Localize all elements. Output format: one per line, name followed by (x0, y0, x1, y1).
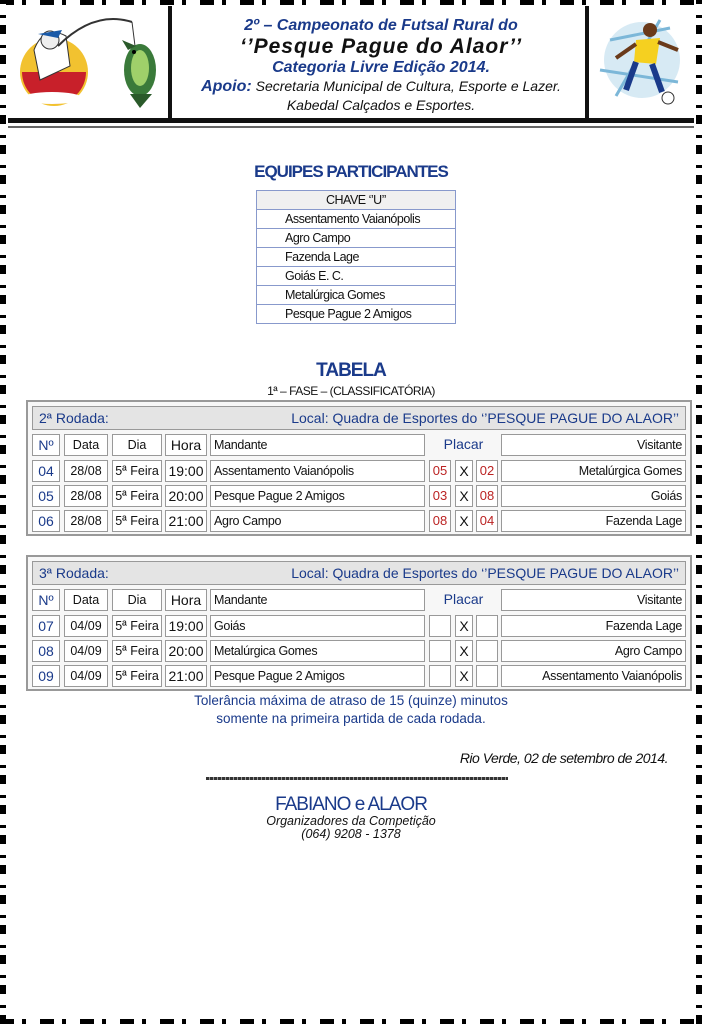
col-hora: Hora (165, 589, 207, 611)
col-mandante: Mandante (210, 589, 425, 611)
sponsor-line (176, 77, 586, 96)
round-local: Local: Quadra de Esportes do ‘’PESQUE PAGUE DO ALAOR’’ (291, 410, 679, 426)
team-item: Fazenda Lage (257, 248, 456, 267)
home-team: Agro Campo (210, 510, 425, 532)
teams-title: EQUIPES PARTICIPANTES (254, 162, 448, 181)
signature-line (206, 777, 508, 780)
game-number: 06 (32, 510, 60, 532)
game-date: 28/08 (64, 485, 108, 507)
col-visitante: Visitante (501, 434, 686, 456)
team-item: Agro Campo (257, 229, 456, 248)
col-hora: Hora (165, 434, 207, 456)
home-score (429, 615, 451, 637)
header-rule-thin (8, 126, 694, 128)
date-line: Rio Verde, 02 de setembro de 2014. (459, 750, 668, 766)
group-label: CHAVE ‘’U’’ (257, 191, 456, 210)
championship-name: ‘’Pesque Pague do Alaor’’ (239, 35, 523, 58)
away-team: Agro Campo (501, 640, 686, 662)
home-team: Metalúrgica Gomes (210, 640, 425, 662)
game-day: 5ª Feira (112, 485, 162, 507)
game-time: 20:00 (165, 485, 207, 507)
col-dia: Dia (112, 589, 162, 611)
fisherman-logo-icon (14, 10, 164, 110)
game-day: 5ª Feira (112, 460, 162, 482)
round-block (26, 400, 692, 536)
game-day: 5ª Feira (112, 615, 162, 637)
away-score: 04 (476, 510, 498, 532)
game-day: 5ª Feira (112, 665, 162, 687)
column-header-row (32, 434, 686, 456)
team-item: Metalúrgica Gomes (257, 286, 456, 305)
away-score (476, 665, 498, 687)
away-team: Fazenda Lage (501, 510, 686, 532)
game-row (32, 510, 686, 532)
col-n: Nº (32, 589, 60, 611)
away-team: Metalúrgica Gomes (501, 460, 686, 482)
fish-icon (122, 40, 156, 108)
table-title: TABELA (316, 360, 386, 381)
sponsor-line-2: Kabedal Calçados e Esportes. (286, 97, 476, 113)
away-score (476, 640, 498, 662)
game-day: 5ª Feira (112, 640, 162, 662)
game-number: 09 (32, 665, 60, 687)
home-team: Goiás (210, 615, 425, 637)
versus: X (455, 510, 473, 532)
away-team: Assentamento Vaianópolis (501, 665, 686, 687)
home-score: 08 (429, 510, 451, 532)
game-number: 07 (32, 615, 60, 637)
away-team: Goiás (501, 485, 686, 507)
header-text (176, 16, 586, 114)
championship-line: 2º – Campeonato de Futsal Rural do (244, 17, 518, 34)
versus: X (455, 640, 473, 662)
away-score (476, 615, 498, 637)
game-row (32, 485, 686, 507)
home-team: Pesque Pague 2 Amigos (210, 665, 425, 687)
team-item: Assentamento Vaianópolis (257, 210, 456, 229)
round-label: 2ª Rodada: (39, 410, 109, 426)
col-data: Data (64, 589, 108, 611)
organizer-phone: (064) 9208 - 1378 (301, 827, 401, 841)
organizer-role: Organizadores da Competição (266, 814, 436, 828)
col-data: Data (64, 434, 108, 456)
soccer-player-icon (590, 10, 688, 110)
game-date: 04/09 (64, 640, 108, 662)
round-label: 3ª Rodada: (39, 565, 109, 581)
game-row (32, 665, 686, 687)
page-border-bottom (0, 1019, 702, 1024)
notice-line-2: somente na primeira partida de cada rodada. (216, 711, 486, 726)
col-visitante: Visitante (501, 589, 686, 611)
game-time: 19:00 (165, 615, 207, 637)
col-placar: Placar (443, 591, 484, 607)
home-score: 03 (429, 485, 451, 507)
round-local: Local: Quadra de Esportes do ‘’PESQUE PAGUE DO ALAOR’’ (291, 565, 679, 581)
notice-line-1: Tolerância máxima de atraso de 15 (quinze) minutos (194, 693, 508, 708)
game-time: 19:00 (165, 460, 207, 482)
game-date: 04/09 (64, 615, 108, 637)
phase-label: 1ª – FASE – (CLASSIFICATÓRIA) (267, 384, 435, 398)
home-team: Pesque Pague 2 Amigos (210, 485, 425, 507)
game-date: 04/09 (64, 665, 108, 687)
col-placar: Placar (443, 436, 484, 452)
column-header-row (32, 589, 686, 611)
away-team: Fazenda Lage (501, 615, 686, 637)
organizer-names: FABIANO e ALAOR (275, 794, 427, 815)
category-line: Categoria Livre Edição 2014. (272, 59, 490, 76)
round-header (32, 561, 686, 585)
apoio-label: Apoio: (201, 78, 252, 95)
versus: X (455, 615, 473, 637)
round-header (32, 406, 686, 430)
versus: X (455, 485, 473, 507)
page-border-top (0, 0, 702, 5)
team-item: Goiás E. C. (257, 267, 456, 286)
col-dia: Dia (112, 434, 162, 456)
game-number: 04 (32, 460, 60, 482)
page-border-right (696, 0, 702, 1024)
apoio-text: Secretaria Municipal de Cultura, Esporte e Lazer. (255, 78, 561, 94)
away-score: 08 (476, 485, 498, 507)
teams-table (256, 190, 456, 324)
page-border-left (0, 0, 6, 1024)
col-mandante: Mandante (210, 434, 425, 456)
round-block (26, 555, 692, 691)
versus: X (455, 460, 473, 482)
game-date: 28/08 (64, 510, 108, 532)
team-item: Pesque Pague 2 Amigos (257, 305, 456, 324)
game-day: 5ª Feira (112, 510, 162, 532)
game-date: 28/08 (64, 460, 108, 482)
game-row (32, 460, 686, 482)
home-team: Assentamento Vaianópolis (210, 460, 425, 482)
home-score (429, 640, 451, 662)
header-divider-left (168, 6, 172, 118)
home-score (429, 665, 451, 687)
versus: X (455, 665, 473, 687)
game-number: 05 (32, 485, 60, 507)
away-score: 02 (476, 460, 498, 482)
game-time: 21:00 (165, 665, 207, 687)
col-n: Nº (32, 434, 60, 456)
header-rule (8, 118, 694, 123)
game-time: 21:00 (165, 510, 207, 532)
game-number: 08 (32, 640, 60, 662)
game-row (32, 640, 686, 662)
game-time: 20:00 (165, 640, 207, 662)
game-row (32, 615, 686, 637)
home-score: 05 (429, 460, 451, 482)
